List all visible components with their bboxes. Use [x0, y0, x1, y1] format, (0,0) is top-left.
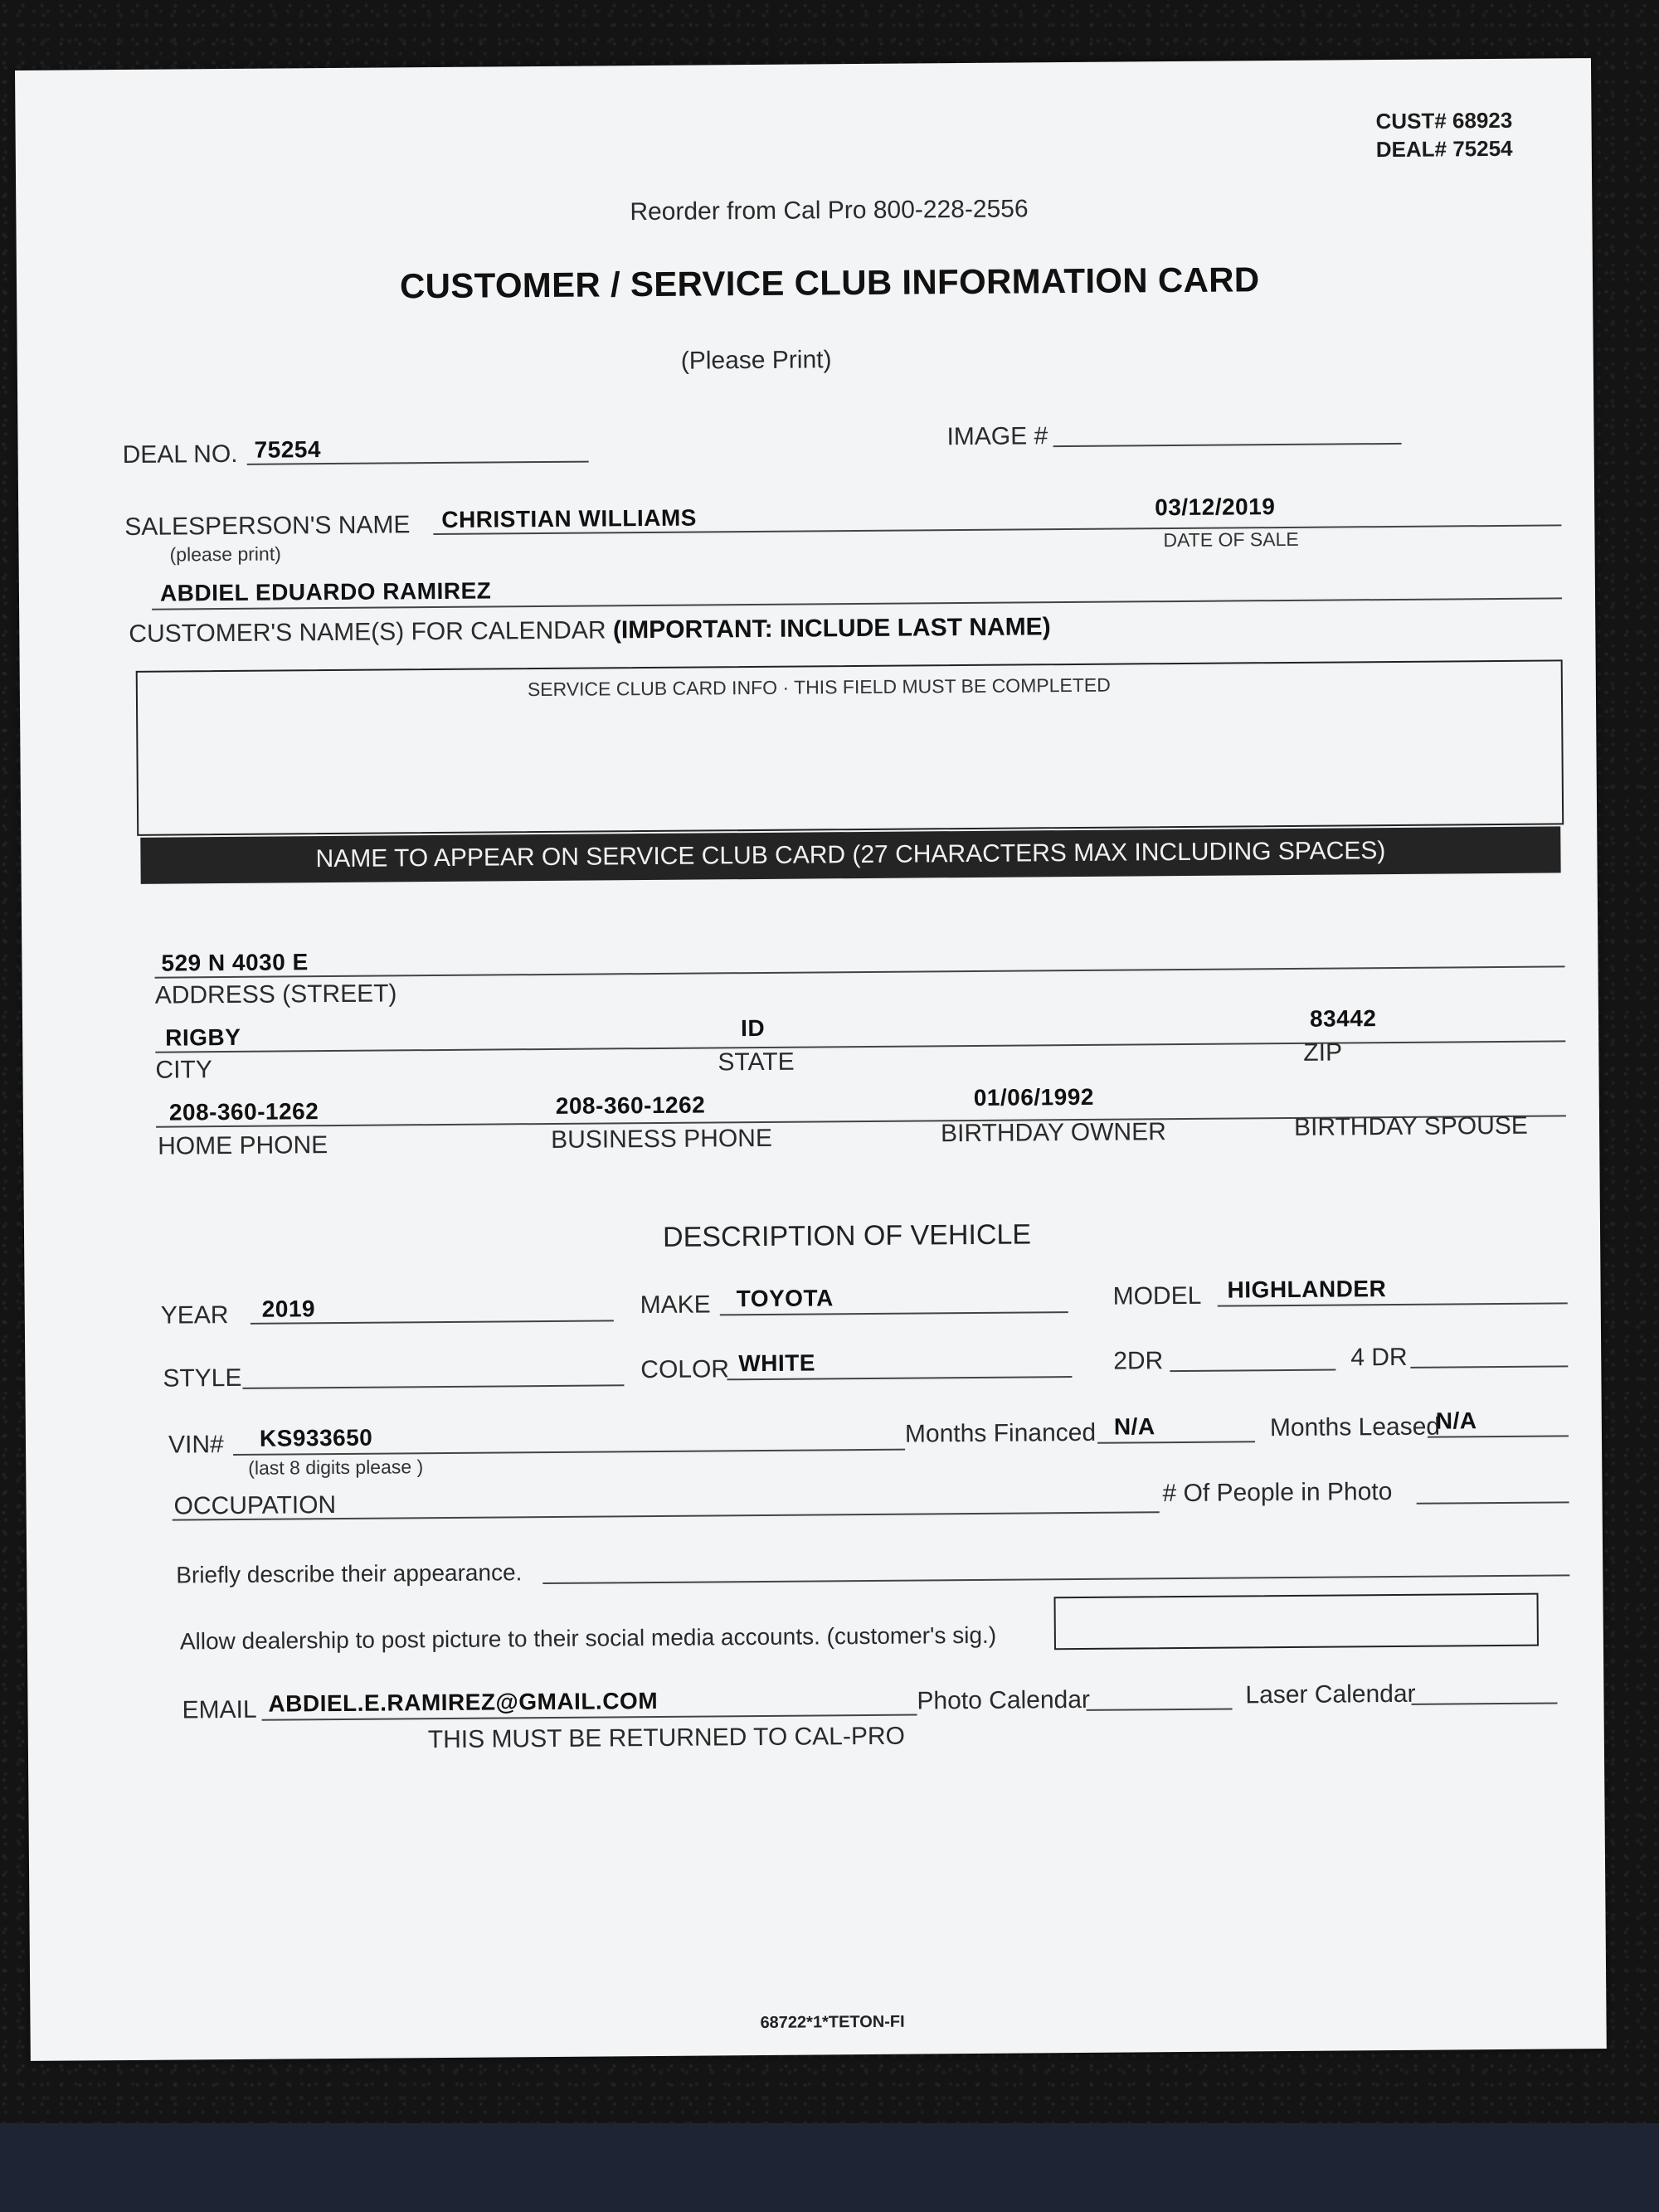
customer-name-value[interactable]: ABDIEL EDUARDO RAMIREZ — [159, 577, 492, 606]
salesperson-sublabel: (please print) — [169, 542, 281, 566]
deal-no-label: DEAL NO. — [122, 440, 238, 469]
vehicle-heading: DESCRIPTION OF VEHICLE — [662, 1218, 1032, 1253]
customer-signature-box[interactable] — [1053, 1593, 1538, 1650]
laser-calendar-line[interactable] — [1412, 1702, 1558, 1704]
appearance-line[interactable] — [542, 1574, 1569, 1584]
home-phone-label: HOME PHONE — [158, 1131, 328, 1160]
footer-code: 68722*1*TETON-FI — [760, 2012, 905, 2033]
salesperson-label: SALESPERSON'S NAME — [124, 511, 411, 541]
zip-value[interactable]: 83442 — [1309, 1005, 1377, 1032]
four-door-label: 4 DR — [1350, 1343, 1408, 1372]
model-value[interactable]: HIGHLANDER — [1227, 1276, 1387, 1303]
birthday-owner-value[interactable]: 01/06/1992 — [973, 1083, 1095, 1111]
please-print-note: (Please Print) — [680, 346, 832, 375]
two-door-line[interactable] — [1170, 1369, 1335, 1373]
form-title: CUSTOMER / SERVICE CLUB INFORMATION CARD — [399, 260, 1260, 306]
two-door-label: 2DR — [1113, 1347, 1164, 1375]
email-value[interactable]: ABDIEL.E.RAMIREZ@GMAIL.COM — [268, 1687, 659, 1717]
street-value[interactable]: 529 N 4030 E — [161, 949, 309, 976]
style-label: STYLE — [163, 1364, 242, 1393]
style-line[interactable] — [242, 1384, 624, 1389]
months-leased-line — [1428, 1435, 1569, 1437]
four-door-line[interactable] — [1410, 1365, 1568, 1368]
laser-calendar-label: Laser Calendar — [1245, 1680, 1416, 1709]
vin-sublabel: (last 8 digits please ) — [248, 1456, 424, 1479]
make-value[interactable]: TOYOTA — [736, 1285, 834, 1312]
image-number-line[interactable] — [1053, 443, 1402, 447]
months-financed-line — [1097, 1441, 1255, 1443]
vin-label: VIN# — [168, 1431, 224, 1459]
people-in-photo-label: # Of People in Photo — [1162, 1478, 1393, 1508]
business-phone-value[interactable]: 208-360-1262 — [555, 1091, 706, 1119]
zip-label: ZIP — [1303, 1038, 1343, 1067]
year-label: YEAR — [160, 1301, 229, 1330]
state-value[interactable]: ID — [740, 1014, 766, 1042]
months-financed-label: Months Financed — [904, 1418, 1097, 1448]
year-value[interactable]: 2019 — [261, 1296, 316, 1322]
birthday-owner-label: BIRTHDAY OWNER — [940, 1118, 1166, 1148]
birthday-spouse-label: BIRTHDAY SPOUSE — [1293, 1111, 1528, 1141]
home-phone-value[interactable]: 208-360-1262 — [168, 1098, 319, 1125]
deal-no-value[interactable]: 75254 — [254, 436, 322, 463]
customer-deal-codes — [1375, 106, 1512, 163]
date-of-sale-label: DATE OF SALE — [1163, 527, 1299, 552]
occupation-label: OCCUPATION — [173, 1491, 337, 1520]
street-label: ADDRESS (STREET) — [154, 980, 397, 1009]
service-club-name-band — [140, 826, 1560, 883]
service-club-band-text: NAME TO APPEAR ON SERVICE CLUB CARD (27 CHARACTERS MAX INCLUDING SPACES) — [315, 837, 1386, 873]
model-label: MODEL — [1112, 1281, 1202, 1310]
customer-name-label-text: CUSTOMER'S NAME(S) FOR CALENDAR — [129, 616, 606, 648]
months-leased-label: Months Leased — [1269, 1412, 1441, 1442]
customer-name-important: (IMPORTANT: INCLUDE LAST NAME) — [612, 613, 1051, 644]
salesperson-value[interactable]: CHRISTIAN WILLIAMS — [441, 504, 698, 532]
business-phone-label: BUSINESS PHONE — [551, 1124, 773, 1154]
social-media-permission-label: Allow dealership to post picture to their social media accounts. (customer's sig.) — [179, 1621, 997, 1655]
photo-calendar-line[interactable] — [1087, 1709, 1233, 1711]
city-label: CITY — [155, 1056, 212, 1084]
deal-number: DEAL# 75254 — [1375, 135, 1513, 163]
appearance-label: Briefly describe their appearance. — [176, 1559, 523, 1588]
vin-value[interactable]: KS933650 — [259, 1424, 373, 1451]
return-note: THIS MUST BE RETURNED TO CAL-PRO — [427, 1722, 906, 1754]
image-number-label: IMAGE # — [946, 422, 1048, 451]
state-label: STATE — [718, 1048, 795, 1077]
city-value[interactable]: RIGBY — [165, 1023, 241, 1051]
date-of-sale-value[interactable]: 03/12/2019 — [1155, 493, 1276, 521]
color-label: COLOR — [640, 1355, 730, 1384]
color-value[interactable]: WHITE — [738, 1349, 816, 1377]
months-leased-value[interactable]: N/A — [1435, 1407, 1477, 1434]
form-sheet — [15, 58, 1607, 2061]
people-in-photo-line[interactable] — [1417, 1501, 1569, 1504]
street-line — [155, 965, 1565, 978]
floor-background — [0, 2123, 1659, 2212]
customer-name-label — [129, 613, 1051, 649]
city-state-zip-line — [155, 1040, 1565, 1053]
make-label: MAKE — [640, 1291, 711, 1320]
service-club-box-title: SERVICE CLUB CARD INFO · THIS FIELD MUST BE COMPLETED — [527, 673, 1111, 701]
color-line — [727, 1376, 1072, 1380]
reorder-note: Reorder from Cal Pro 800-228-2556 — [630, 195, 1029, 226]
cust-number: CUST# 68923 — [1375, 107, 1513, 134]
photo-calendar-label: Photo Calendar — [917, 1685, 1091, 1715]
email-label: EMAIL — [182, 1695, 257, 1724]
months-financed-value[interactable]: N/A — [1113, 1413, 1155, 1440]
